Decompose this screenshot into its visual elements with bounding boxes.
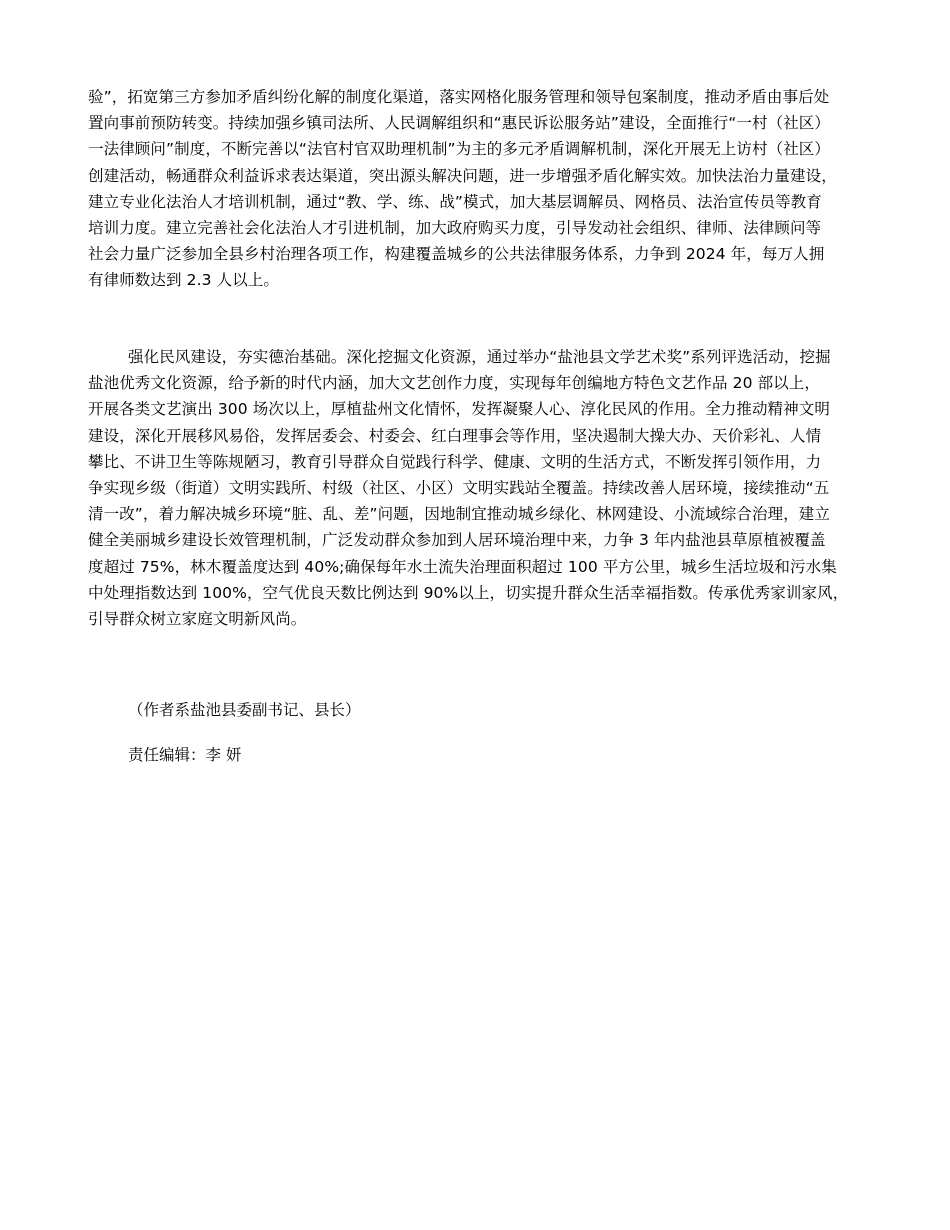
paragraph-line: 置向事前预防转变。持续加强乡镇司法所、人民调解组织和“惠民诉讼服务站”建设，全面推行“一村（社区）	[88, 114, 830, 133]
paragraph-line: 有律师数达到 2.3 人以上。	[88, 271, 280, 290]
paragraph-line: 建立专业化法治人才培训机制，通过“教、学、练、战”模式，加大基层调解员、网格员、法治宣传员等教育	[88, 192, 822, 211]
author-byline: （作者系盐池县委副书记、县长）	[128, 701, 361, 719]
paragraph-line: 培训力度。建立完善社会化法治人才引进机制，加大政府购买力度，引导发动社会组织、律师、法律顾问等	[88, 219, 822, 238]
paragraph-line: 验”，拓宽第三方参加矛盾纠纷化解的制度化渠道，落实网格化服务管理和领导包案制度，推动矛盾由事后处	[88, 88, 830, 106]
paragraph-line: 争实现乡级（街道）文明实践所、村级（社区、小区）文明实践站全覆盖。持续改善人居环境，接续推动“五	[88, 479, 830, 498]
paragraph-line: 度超过 75%，林木覆盖度达到 40%;确保每年水土流失治理面积超过 100 平方公里，城乡生活垃圾和污水集	[88, 557, 837, 576]
paragraph-line: 强化民风建设，夯实德治基础。深化挖掘文化资源，通过举办“盐池县文学艺术奖”系列评选活动，挖掘	[128, 348, 831, 366]
paragraph-line: 引导群众树立家庭文明新风尚。	[88, 610, 307, 629]
responsible-editor: 责任编辑：李 妍	[128, 746, 242, 764]
paragraph-line: 开展各类文艺演出 300 场次以上，厚植盐州文化情怀，发挥凝聚人心、淳化民风的作用。全力推动精神文明	[88, 400, 830, 419]
article-paragraph-1	[88, 84, 864, 294]
paragraph-line: 创建活动，畅通群众利益诉求表达渠道，突出源头解决问题，进一步增强矛盾化解实效。加快法治力量建设，	[88, 166, 837, 185]
paragraph-line: 一法律顾问”制度，不断完善以“法官村官双助理机制”为主的多元矛盾调解机制，深化开展无上访村（社区）	[88, 140, 830, 159]
paragraph-line: 清一改”，着力解决城乡环境“脏、乱、差”问题，因地制宜推动城乡绿化、林网建设、小流域综合治理，建立	[88, 505, 830, 524]
paragraph-line: 健全美丽城乡建设长效管理机制，广泛发动群众参加到人居环境治理中来，力争 3 年内盐池县草原植被覆盖	[88, 531, 826, 550]
paragraph-line: 中处理指数达到 100%，空气优良天数比例达到 90%以上，切实提升群众生活幸福指数。传承优秀家训家风，	[88, 583, 849, 602]
paragraph-line: 社会力量广泛参加全县乡村治理各项工作，构建覆盖城乡的公共法律服务体系，力争到 2024 年，每万人拥	[88, 245, 825, 264]
paragraph-line: 盐池优秀文化资源，给予新的时代内涵，加大文艺创作力度，实现每年创编地方特色文艺作品 20 部以上，	[88, 374, 820, 393]
article-paragraph-2	[88, 344, 864, 632]
paragraph-line: 攀比、不讲卫生等陈规陋习，教育引导群众自觉践行科学、健康、文明的生活方式，不断发挥引领作用，力	[88, 452, 822, 471]
paragraph-line: 建设，深化开展移风易俗，发挥居委会、村委会、红白理事会等作用，坚决遏制大操大办、天价彩礼、人情	[88, 426, 822, 445]
